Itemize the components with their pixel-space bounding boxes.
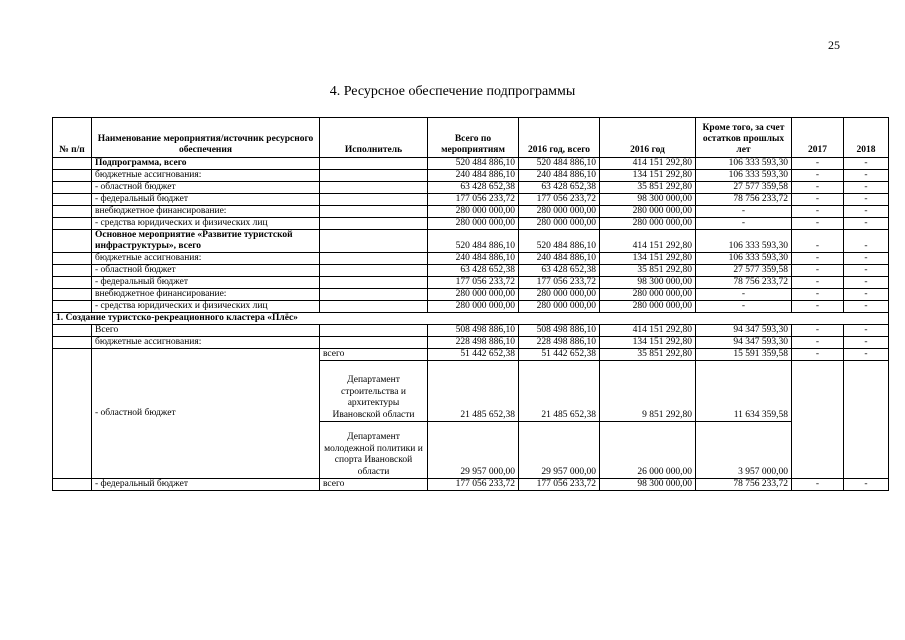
cell-2017: - [792, 301, 844, 313]
cell-total: 280 000 000,00 [428, 206, 519, 218]
row-name: - федеральный бюджет [92, 277, 320, 289]
cell-total: 177 056 233,72 [428, 194, 519, 206]
table-row [53, 182, 889, 194]
cell-extra: 78 756 233,72 [696, 479, 792, 491]
cell-total: 280 000 000,00 [428, 301, 519, 313]
cell-2018: - [844, 170, 889, 182]
cell-2017 [792, 361, 844, 479]
cell-2018: - [844, 349, 889, 361]
cell-total: 240 484 886,10 [428, 170, 519, 182]
cell-total: 29 957 000,00 [428, 422, 519, 479]
cell-2017: - [792, 182, 844, 194]
cell-2017: - [792, 206, 844, 218]
cell-2016: 35 851 292,80 [600, 182, 696, 194]
cell-extra: 27 577 359,58 [696, 265, 792, 277]
cell-2016-total: 228 498 886,10 [519, 337, 600, 349]
cell-extra: 27 577 359,58 [696, 182, 792, 194]
cell-2018: - [844, 218, 889, 230]
cell-extra: 106 333 593,30 [696, 230, 792, 253]
cell-total: 177 056 233,72 [428, 277, 519, 289]
table-row [53, 277, 889, 289]
cell-total: 280 000 000,00 [428, 289, 519, 301]
table-row [53, 206, 889, 218]
header-extra: Кроме того, за счет остатков прошлых лет [696, 118, 792, 158]
cell-2017: - [792, 325, 844, 337]
table-row [53, 170, 889, 182]
cell-2018: - [844, 230, 889, 253]
cell-2016: 26 000 000,00 [600, 422, 696, 479]
header-num: № п/п [53, 118, 92, 158]
cell-extra: 94 347 593,30 [696, 325, 792, 337]
cell-extra: 15 591 359,58 [696, 349, 792, 361]
cell-total: 21 485 652,38 [428, 361, 519, 422]
cell-2016-total: 240 484 886,10 [519, 170, 600, 182]
cell-2016-total: 280 000 000,00 [519, 301, 600, 313]
table-row [53, 158, 889, 170]
page-number: 25 [828, 38, 840, 52]
cell-extra: - [696, 218, 792, 230]
cell-2017: - [792, 277, 844, 289]
cell-2016: 98 300 000,00 [600, 479, 696, 491]
cell-extra: 78 756 233,72 [696, 194, 792, 206]
cell-2016: 98 300 000,00 [600, 277, 696, 289]
row-name: бюджетные ассигнования: [92, 337, 320, 349]
cell-2018 [844, 361, 889, 479]
cell-extra: 11 634 359,58 [696, 361, 792, 422]
cell-2016: 9 851 292,80 [600, 361, 696, 422]
cell-extra: 106 333 593,30 [696, 170, 792, 182]
cell-total: 520 484 886,10 [428, 230, 519, 253]
table-row [53, 289, 889, 301]
cell-total: 240 484 886,10 [428, 253, 519, 265]
cell-2016: 280 000 000,00 [600, 206, 696, 218]
cell-2016-total: 280 000 000,00 [519, 218, 600, 230]
section-heading-row [53, 313, 889, 325]
cell-total: 228 498 886,10 [428, 337, 519, 349]
row-name: - средства юридических и физических лиц [92, 218, 320, 230]
cell-2016: 414 151 292,80 [600, 230, 696, 253]
header-2016-total: 2016 год, всего [519, 118, 600, 158]
cell-executor: всего [320, 479, 428, 491]
table-row [53, 253, 889, 265]
cell-2017: - [792, 265, 844, 277]
row-name: Всего [92, 325, 320, 337]
cell-2018: - [844, 277, 889, 289]
row-name: внебюджетное финансирование: [92, 289, 320, 301]
row-name: - средства юридических и физических лиц [92, 301, 320, 313]
cell-2016-total: 280 000 000,00 [519, 289, 600, 301]
table-row [53, 301, 889, 313]
table-row [53, 479, 889, 491]
cell-2018: - [844, 265, 889, 277]
cell-executor: Департамент строительства и архитектуры Ивановской области [320, 361, 428, 422]
row-name: - областной бюджет [92, 265, 320, 277]
cell-2017: - [792, 230, 844, 253]
row-name: бюджетные ассигнования: [92, 253, 320, 265]
cell-2018: - [844, 325, 889, 337]
row-name: - федеральный бюджет [92, 194, 320, 206]
cell-2016: 35 851 292,80 [600, 349, 696, 361]
cell-2017: - [792, 337, 844, 349]
cell-2017: - [792, 158, 844, 170]
table-row [53, 265, 889, 277]
resource-table [52, 117, 889, 491]
cell-extra: 78 756 233,72 [696, 277, 792, 289]
cell-extra: - [696, 301, 792, 313]
cell-2018: - [844, 182, 889, 194]
cell-2016: 280 000 000,00 [600, 218, 696, 230]
cell-2017: - [792, 218, 844, 230]
cell-2016-total: 51 442 652,38 [519, 349, 600, 361]
row-name: Подпрограмма, всего [92, 158, 320, 170]
cell-executor: Департамент молодежной политики и спорта Ивановской области [320, 422, 428, 479]
header-2016: 2016 год [600, 118, 696, 158]
header-name: Наименование мероприятия/источник ресурсного обеспечения [92, 118, 320, 158]
cell-2016-total: 240 484 886,10 [519, 253, 600, 265]
cell-2016-total: 508 498 886,10 [519, 325, 600, 337]
cell-2018: - [844, 206, 889, 218]
cell-2017: - [792, 289, 844, 301]
cell-2016-total: 177 056 233,72 [519, 194, 600, 206]
row-name: Основное мероприятие «Развитие туристской инфраструктуры», всего [92, 230, 320, 253]
cell-2016: 134 151 292,80 [600, 337, 696, 349]
cell-2016-total: 177 056 233,72 [519, 479, 600, 491]
cell-2016: 280 000 000,00 [600, 301, 696, 313]
table-row [53, 218, 889, 230]
table-row [53, 325, 889, 337]
cell-2016-total: 280 000 000,00 [519, 206, 600, 218]
header-2018: 2018 [844, 118, 889, 158]
cell-2018: - [844, 337, 889, 349]
cell-2016-total: 520 484 886,10 [519, 158, 600, 170]
cell-extra: - [696, 206, 792, 218]
cell-2016: 414 151 292,80 [600, 325, 696, 337]
header-total: Всего по мероприятиям [428, 118, 519, 158]
cell-2017: - [792, 349, 844, 361]
cell-2016: 98 300 000,00 [600, 194, 696, 206]
cell-2017: - [792, 194, 844, 206]
cell-2018: - [844, 289, 889, 301]
cell-2018: - [844, 301, 889, 313]
cell-2016-total: 21 485 652,38 [519, 361, 600, 422]
cell-executor: всего [320, 349, 428, 361]
cell-extra: 106 333 593,30 [696, 158, 792, 170]
cell-2017: - [792, 170, 844, 182]
table-header-row [53, 118, 889, 158]
cell-extra: 3 957 000,00 [696, 422, 792, 479]
cell-total: 51 442 652,38 [428, 349, 519, 361]
header-2017: 2017 [792, 118, 844, 158]
cell-2016: 280 000 000,00 [600, 289, 696, 301]
cell-2016-total: 63 428 652,38 [519, 182, 600, 194]
cell-total: 508 498 886,10 [428, 325, 519, 337]
cell-2016: 134 151 292,80 [600, 170, 696, 182]
table-row [53, 230, 889, 253]
cell-2016-total: 177 056 233,72 [519, 277, 600, 289]
table-row [53, 349, 889, 361]
cell-extra: - [696, 289, 792, 301]
row-name: - областной бюджет [92, 182, 320, 194]
cell-total: 63 428 652,38 [428, 182, 519, 194]
cell-2017: - [792, 479, 844, 491]
cell-total: 63 428 652,38 [428, 265, 519, 277]
table-row [53, 194, 889, 206]
row-name: бюджетные ассигнования: [92, 170, 320, 182]
cell-2018: - [844, 194, 889, 206]
cell-2016-total: 520 484 886,10 [519, 230, 600, 253]
header-executor: Исполнитель [320, 118, 428, 158]
row-name: - областной бюджет [92, 349, 320, 479]
section-heading: 1. Создание туристско-рекреационного кластера «Плёс» [53, 313, 889, 325]
cell-total: 520 484 886,10 [428, 158, 519, 170]
cell-extra: 94 347 593,30 [696, 337, 792, 349]
cell-2016: 414 151 292,80 [600, 158, 696, 170]
cell-2018: - [844, 158, 889, 170]
table-row [53, 337, 889, 349]
cell-2017: - [792, 253, 844, 265]
cell-2016-total: 63 428 652,38 [519, 265, 600, 277]
cell-2016: 134 151 292,80 [600, 253, 696, 265]
cell-2018: - [844, 253, 889, 265]
cell-total: 280 000 000,00 [428, 218, 519, 230]
cell-2018: - [844, 479, 889, 491]
cell-2016: 35 851 292,80 [600, 265, 696, 277]
row-name: внебюджетное финансирование: [92, 206, 320, 218]
cell-2016-total: 29 957 000,00 [519, 422, 600, 479]
section-title: 4. Ресурсное обеспечение подпрограммы [329, 84, 576, 99]
cell-extra: 106 333 593,30 [696, 253, 792, 265]
cell-total: 177 056 233,72 [428, 479, 519, 491]
resource-table-container [52, 117, 889, 491]
row-name: - федеральный бюджет [92, 479, 320, 491]
